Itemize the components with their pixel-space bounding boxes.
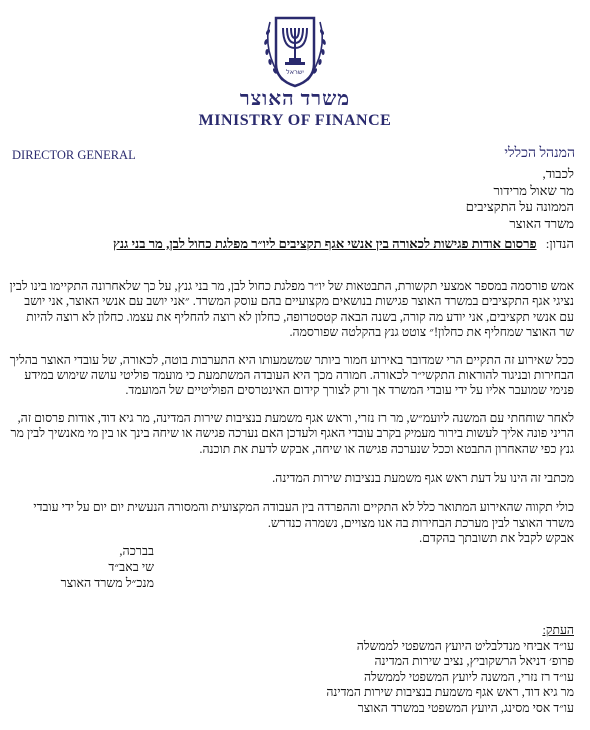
cc-block	[326, 623, 574, 717]
cc-line: עו״ד רז נזרי, המשנה ליועץ המשפטי לממשלה	[363, 669, 574, 684]
subject-line	[14, 236, 574, 252]
cc-line: פרופ׳ דניאל הרשקוביץ, נציב שירות המדינה	[374, 654, 574, 669]
body-paragraph: לאחר שוחחתי עם המשנה ליועמ״ש, מר רז נזרי, וראש אגף משמעת בנציבות שירות המדינה, מר גיא דוד, אודות פרסום זה, הריני פונה אליך לעשות בירור מעמיק בקרב עובדי האגף ולעדכן האם נערכה פגישה או שיחה בינך או בין מי מאנשיך לבין מר גנץ כפי שהאחרון התבטא וככל שנערכה פגישה או שיחה, אבקש לדעת את תוכנה.	[10, 410, 574, 456]
cc-title: העתק:	[542, 623, 574, 637]
signature-block	[61, 543, 154, 591]
recipient-line: מר שאול מרידור	[493, 182, 574, 198]
director-general-hebrew: המנהל הכללי	[504, 146, 575, 161]
body-paragraph: מכתבי זה הינו על דעת ראש אגף משמעת בנציבות שירות המדינה.	[272, 471, 574, 486]
cc-line: מר גיא דוד, ראש אגף משמעת בנציבות שירות המדינה	[326, 685, 574, 700]
signature-line: מנכ״ל משרד האוצר	[60, 576, 154, 590]
cc-line: עו״ד אסי מסינג, היועץ המשפטי במשרד האוצר	[357, 700, 574, 715]
subject-text: פרסום אודות פגישות לכאורה בין אנשי אגף תקציבים ליו״ר מפלגת כחול לבן, מר בני גנץ	[113, 236, 537, 251]
director-general-english: DIRECTOR GENERAL	[12, 148, 136, 162]
recipient-line: משרד האוצר	[509, 215, 574, 231]
ministry-name-english: MINISTRY OF FINANCE	[198, 112, 392, 129]
ministry-name-hebrew: משרד האוצר	[239, 88, 351, 110]
body-paragraph: אבקש לקבל את תשובתך בהקדם.	[419, 531, 574, 546]
cc-line: עו״ד אביחי מנדלבליט היועץ המשפטי לממשלה	[356, 638, 574, 653]
body-paragraph: כולי תקווה שהאירוע המתואר כלל לא התקיים וההפרדה בין העבודה המקצועית והמסורה הנעשית יום יום על ידי עובדי משרד האוצר לבין מערכת הבחירות בה אנו מצויים, נשמרה כנדרש.	[33, 500, 574, 530]
state-emblem-icon	[256, 14, 334, 90]
signature-line: בברכה,	[119, 544, 154, 558]
recipient-line: לכבוד,	[542, 166, 574, 181]
recipient-block	[466, 166, 574, 232]
subject-label: הנדון:	[545, 236, 574, 251]
letter-body	[9, 279, 574, 547]
body-paragraph: ככל שאירוע זה התקיים הרי שמדובר באירוע חמור ביותר שמשמעותו היא התערבות בוטה, לכאורה, של עובדי האוצר בהליך הבחירות ובניגוד להוראות התקשי״ר לכאורה. חמורה מכך היא העובדה המשתמעת כי מועמד פוליטי עושה שימוש במידע פנימי שמועבר אליו על ידי עובדי המשרד אך ורק לצורך קידום האינטרסים הפוליטיים של המועמד.	[9, 352, 574, 398]
body-paragraph: אמש פורסמה במספר אמצעי תקשורת, התבטאות של יו״ר מפלגת כחול לבן, מר בני גנץ, על כך שלאחרונה התקיימו בינו לבין נציגי אגף התקציבים במשרד האוצר פגישות בנושאים מקצועיים בהם עוסק המשרד. ״אני יושב עם אנשי האוצר, אני יושב עם אנשי תקציבים, אני יודע מה קורה, בשנה הבאה קטסטרופה, כחלון לא רוצה להחליף את עצמו. כחלון לא רוצה להיות שר האוצר שמחליף את כחלון!״ צוטט גנץ בהקלטה שפורסמה.	[9, 279, 574, 340]
recipient-line: הממונה על התקציבים	[465, 199, 574, 214]
signature-line: שי באב״ד	[108, 560, 154, 574]
emblem-caption: ישראל	[286, 68, 304, 76]
